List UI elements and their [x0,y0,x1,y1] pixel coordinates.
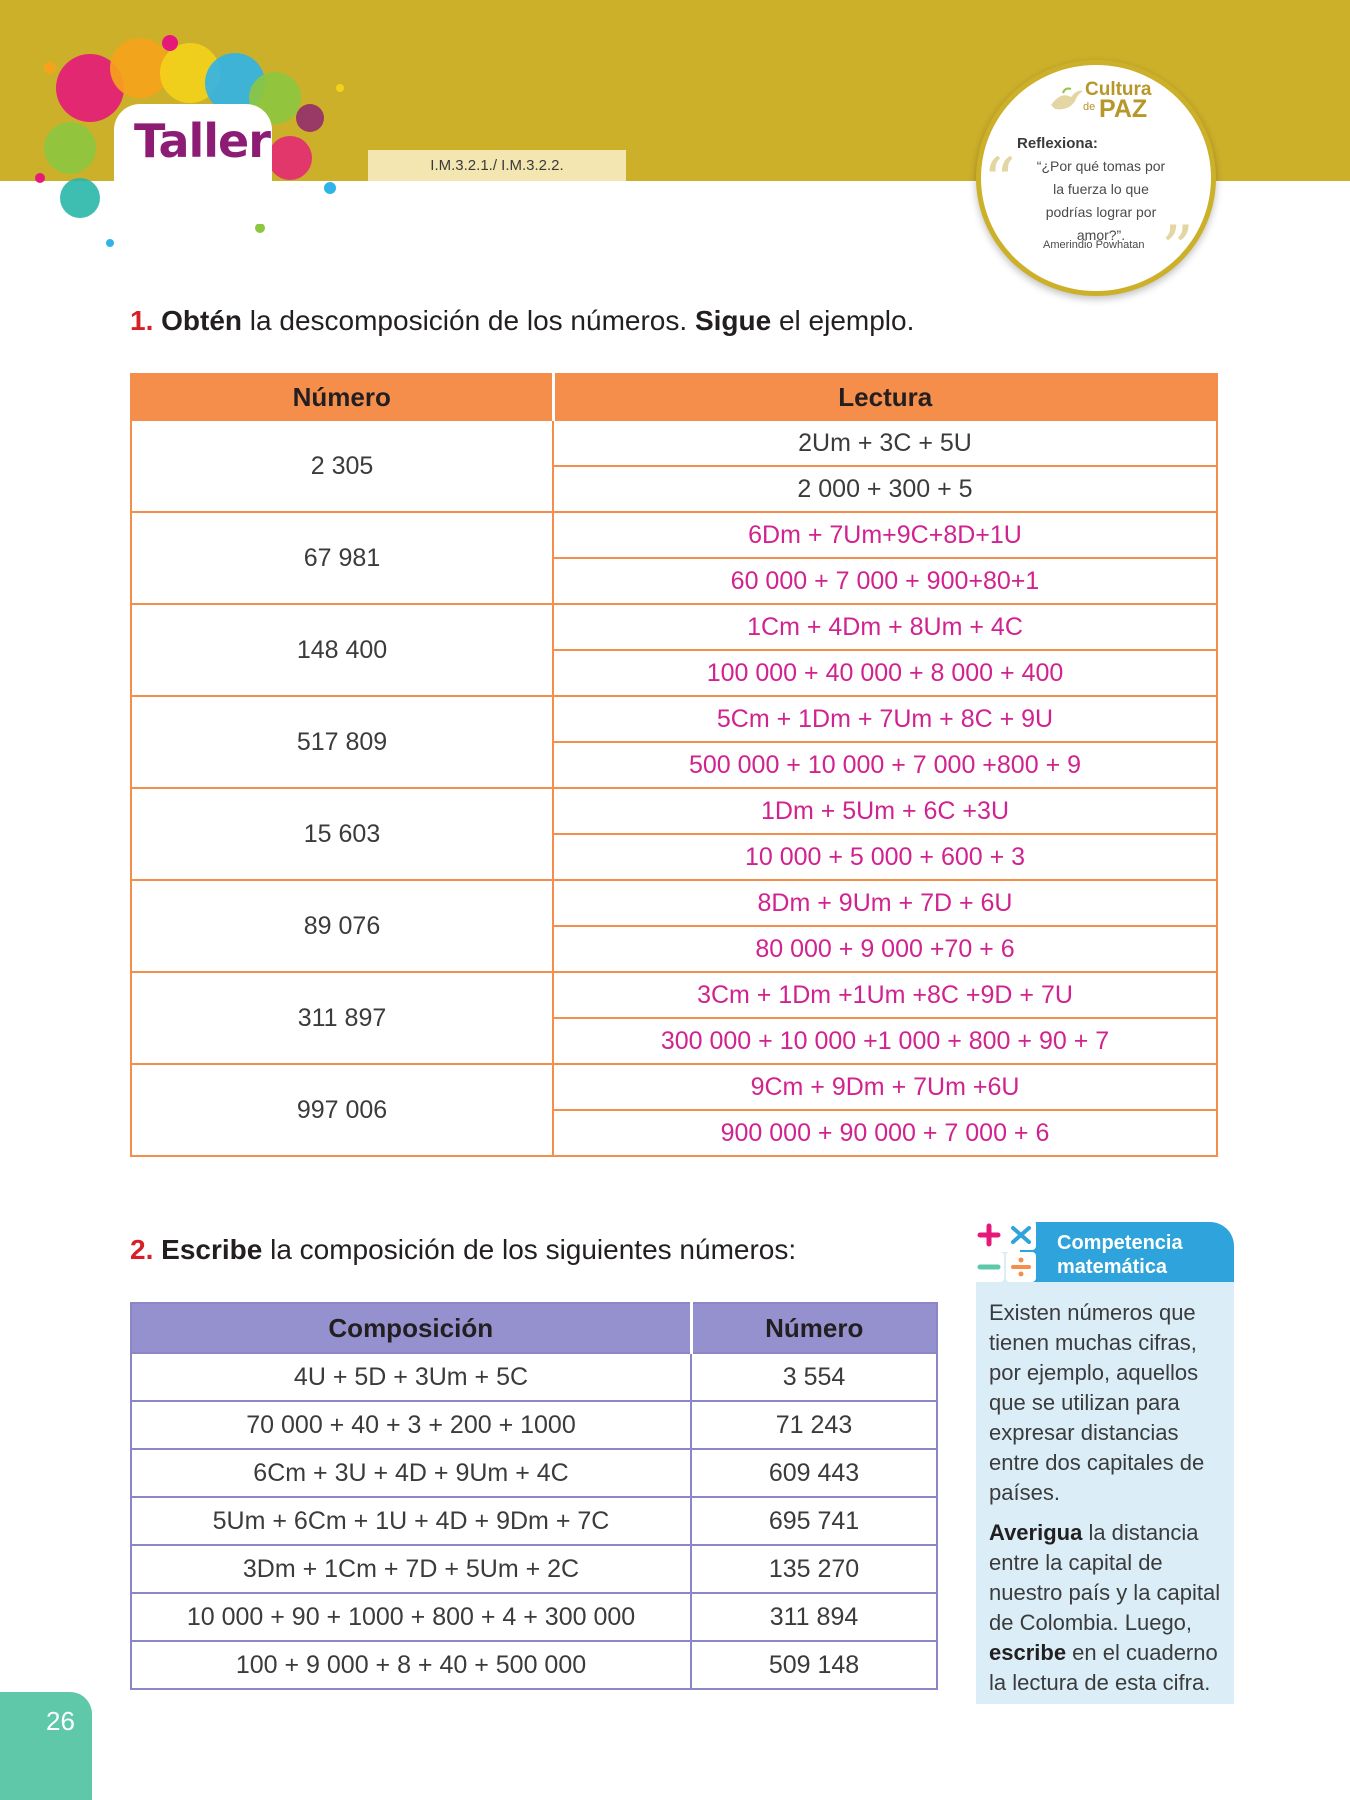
number-cell: 89 076 [131,880,553,972]
competencia-verb1: Averigua [989,1520,1083,1545]
expanded-answer-cell[interactable]: 300 000 + 10 000 +1 000 + 800 + 90 + 7 [553,1018,1217,1064]
table-row [131,1497,937,1545]
dove-icon [1049,85,1085,113]
logo-cultura: Cultura [1085,79,1152,100]
units-answer-cell[interactable]: 1Dm + 5Um + 6C +3U [553,788,1217,834]
number-cell: 15 603 [131,788,553,880]
composition-cell: 70 000 + 40 + 3 + 200 + 1000 [131,1401,691,1449]
table-row [131,1064,1217,1110]
number-cell: 517 809 [131,696,553,788]
number-answer-cell[interactable]: 609 443 [691,1449,937,1497]
number-answer-cell[interactable]: 509 148 [691,1641,937,1689]
exercise2-text: la composición de los siguientes números: [262,1234,797,1265]
expanded-answer-cell[interactable]: 60 000 + 7 000 + 900+80+1 [553,558,1217,604]
competencia-paragraph2 [989,1518,1229,1698]
competencia-title-line1: Competencia [1057,1232,1183,1254]
exercise1-instruction [130,305,914,337]
competencia-text [989,1298,1229,1708]
table-row [131,972,1217,1018]
competencia-text2b: en el cuaderno la lectura de esta cifra. [989,1640,1218,1695]
exercise2-verb: Escribe [161,1234,263,1265]
page-number: 26 [46,1706,75,1736]
column-header-composicion: Composición [131,1303,691,1353]
units-answer-cell[interactable]: 8Dm + 9Um + 7D + 6U [553,880,1217,926]
composition-cell: 100 + 9 000 + 8 + 40 + 500 000 [131,1641,691,1689]
exercise1-verb1: Obtén [161,305,243,336]
logo-paz: PAZ [1099,95,1148,123]
table-row [131,696,1217,742]
indicator-code: I.M.3.2.1./ I.M.3.2.2. [368,150,626,181]
table-row [131,1545,937,1593]
column-header-numero: Número [691,1303,937,1353]
exercise1-text1: la descomposición de los números. [242,305,695,336]
section-title: Taller [134,114,270,168]
number-cell: 997 006 [131,1064,553,1156]
number-cell: 148 400 [131,604,553,696]
composition-cell: 4U + 5D + 3Um + 5C [131,1353,691,1401]
competencia-title-line2: matemática [1057,1256,1168,1278]
exercise2-number: 2. [130,1234,154,1265]
table-row [131,604,1217,650]
number-answer-cell[interactable]: 695 741 [691,1497,937,1545]
table-row [131,1401,937,1449]
math-operations-icon [970,1216,1042,1284]
number-cell: 3 554 [691,1353,937,1401]
exercise1-text2: el ejemplo. [771,305,915,336]
competencia-text2a: la distancia entre la capital de nuestro país y la capital de Colombia. Luego, [989,1520,1221,1635]
reflection-label: Reflexiona: [1017,135,1098,152]
expanded-answer-cell[interactable]: 10 000 + 5 000 + 600 + 3 [553,834,1217,880]
number-cell: 2 305 [131,420,553,512]
competencia-verb2: escribe [989,1640,1067,1665]
logo-de: de [1083,101,1096,113]
expanded-answer-cell[interactable]: 900 000 + 90 000 + 7 000 + 6 [553,1110,1217,1156]
table-row [131,880,1217,926]
expanded-answer-cell[interactable]: 100 000 + 40 000 + 8 000 + 400 [553,650,1217,696]
peace-culture-badge [976,60,1216,296]
column-header-lectura: Lectura [553,374,1217,420]
column-header-numero: Número [131,374,553,420]
units-answer-cell[interactable]: 3Cm + 1Dm +1Um +8C +9D + 7U [553,972,1217,1018]
number-cell: 311 897 [131,972,553,1064]
close-quote-mark: ” [1161,213,1194,287]
units-answer-cell[interactable]: 9Cm + 9Dm + 7Um +6U [553,1064,1217,1110]
table-row [131,420,1217,466]
number-answer-cell[interactable]: 311 894 [691,1593,937,1641]
exercise2-instruction [130,1234,796,1266]
table-row [131,1353,937,1401]
decomposition-table [130,373,1218,1157]
open-quote-mark: “ [983,145,1016,219]
table-row [131,788,1217,834]
number-answer-cell[interactable]: 71 243 [691,1401,937,1449]
competencia-paragraph1: Existen números que tienen muchas cifras, por ejemplo, aquellos que se utilizan para expresar distancias entre dos capitales de países. [989,1300,1205,1505]
expanded-answer-cell[interactable]: 500 000 + 10 000 + 7 000 +800 + 9 [553,742,1217,788]
composition-table [130,1302,938,1690]
table-row [131,1593,937,1641]
units-answer-cell[interactable]: 6Dm + 7Um+9C+8D+1U [553,512,1217,558]
competencia-title [1057,1231,1183,1279]
exercise1-verb2: Sigue [694,305,772,336]
units-answer-cell[interactable]: 5Cm + 1Dm + 7Um + 8C + 9U [553,696,1217,742]
composition-cell: 6Cm + 3U + 4D + 9Um + 4C [131,1449,691,1497]
units-cell: 2Um + 3C + 5U [553,420,1217,466]
composition-cell: 3Dm + 1Cm + 7D + 5Um + 2C [131,1545,691,1593]
quote-author: Amerindio Powhatan [1043,239,1145,251]
reflection-quote: “¿Por qué tomas por la fuerza lo que podrías lograr por amor?”. [1036,158,1166,243]
table-row [131,512,1217,558]
units-answer-cell[interactable]: 1Cm + 4Dm + 8Um + 4C [553,604,1217,650]
number-cell: 67 981 [131,512,553,604]
expanded-answer-cell[interactable]: 80 000 + 9 000 +70 + 6 [553,926,1217,972]
composition-cell: 10 000 + 90 + 1000 + 800 + 4 + 300 000 [131,1593,691,1641]
composition-cell: 5Um + 6Cm + 1U + 4D + 9Dm + 7C [131,1497,691,1545]
table-row [131,1641,937,1689]
exercise1-number: 1. [130,305,154,336]
expanded-cell: 2 000 + 300 + 5 [553,466,1217,512]
table-row [131,1449,937,1497]
number-answer-cell[interactable]: 135 270 [691,1545,937,1593]
